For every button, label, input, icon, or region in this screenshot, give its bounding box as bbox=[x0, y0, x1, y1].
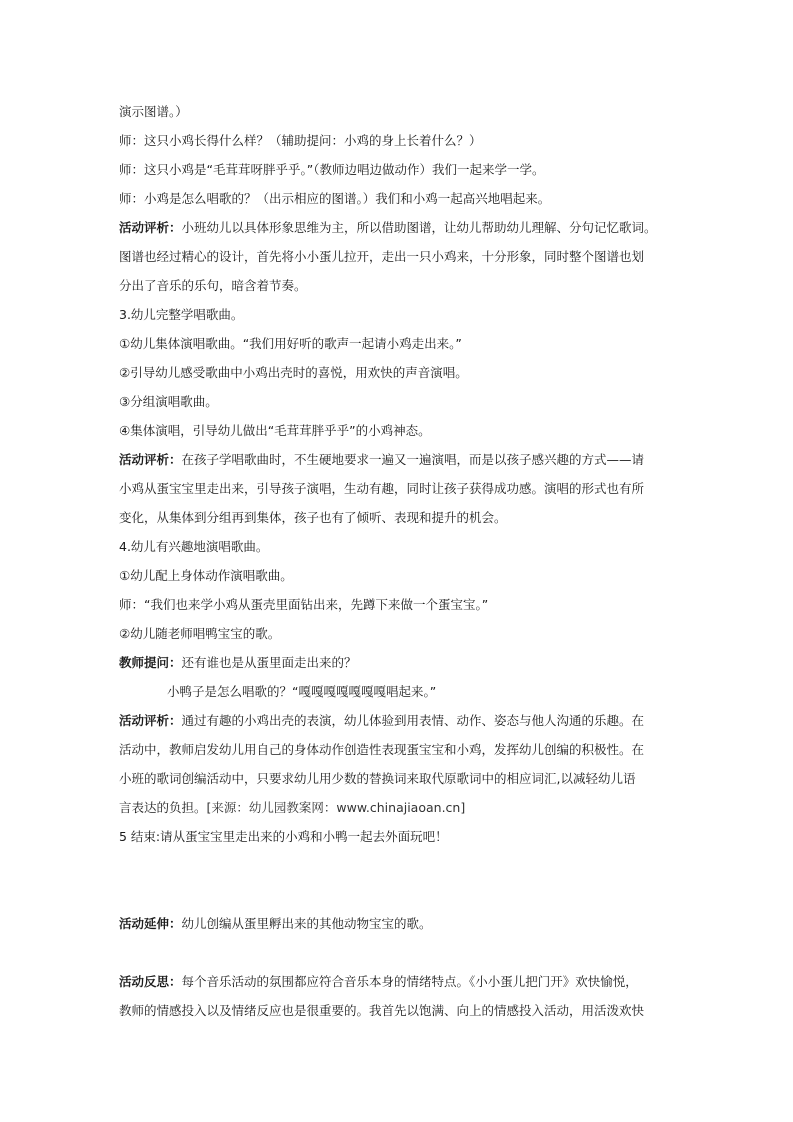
activity-evaluation-3 bbox=[119, 706, 679, 735]
activity-evaluation-1 bbox=[119, 213, 679, 242]
extension-label: 活动延伸： bbox=[119, 916, 182, 931]
evaluation-label: 活动评析： bbox=[119, 220, 182, 235]
section-heading-3: 3.幼儿完整学唱歌曲。 bbox=[119, 307, 244, 322]
evaluation-text: 通过有趣的小鸡出壳的表演，幼儿体验到用表情、动作、姿态与他人沟通的乐趣。在 bbox=[181, 713, 645, 728]
text-line: 师：小鸡是怎么唱歌的？（出示相应的图谱。）我们和小鸡一起高兴地唱起来。 bbox=[119, 191, 551, 206]
text-line: 分出了音乐的乐句，暗含着节奏。 bbox=[119, 278, 307, 293]
evaluation-text: 在孩子学唱歌曲时，不生硬地要求一遍又一遍演唱，而是以孩子感兴趣的方式——请 bbox=[181, 452, 645, 467]
text-line: 师：这只小鸡是“毛茸茸呀胖乎乎。”（教师边唱边做动作）我们一起来学一学。 bbox=[119, 162, 545, 177]
text-line: 师：这只小鸡长得什么样？（辅助提问：小鸡的身上长着什么？） bbox=[119, 133, 482, 148]
step-item: ④集体演唱，引导幼儿做出“毛茸茸胖乎乎”的小鸡神态。 bbox=[119, 423, 431, 438]
text-line: 演示图谱。） bbox=[119, 104, 188, 119]
section-heading-5: 5 结束:请从蛋宝宝里走出来的小鸡和小鸭一起去外面玩吧！ bbox=[119, 829, 448, 844]
text-line: 图谱也经过精心的设计，首先将小小蛋儿拉开，走出一只小鸡来，十分形象，同时整个图谱也划 bbox=[119, 249, 645, 264]
activity-reflection bbox=[119, 967, 679, 996]
step-item: ①幼儿配上身体动作演唱歌曲。 bbox=[119, 568, 293, 583]
text-line: 活动中，教师启发幼儿用自己的身体动作创造性表现蛋宝宝和小鸡，发挥幼儿创编的积极性。在 bbox=[119, 742, 645, 757]
question-label: 教师提问： bbox=[119, 655, 182, 670]
extension-text: 幼儿创编从蛋里孵出来的其他动物宝宝的歌。 bbox=[181, 916, 432, 931]
step-item: ②幼儿随老师唱鸭宝宝的歌。 bbox=[119, 626, 281, 641]
activity-evaluation-2 bbox=[119, 445, 679, 474]
text-line: 变化，从集体到分组再到集体，孩子也有了倾听、表现和提升的机会。 bbox=[119, 510, 507, 525]
text-line: 小鸭子是怎么唱歌的？“嘎嘎嘎嘎嘎嘎嘎唱起来。” bbox=[167, 684, 437, 699]
reflection-text: 每个音乐活动的氛围都应符合音乐本身的情绪特点。《小小蛋儿把门开》欢快愉悦， bbox=[181, 974, 638, 989]
document-body bbox=[119, 97, 679, 1025]
spacer bbox=[119, 851, 679, 909]
text-line bbox=[119, 793, 679, 822]
step-item: ②引导幼儿感受歌曲中小鸡出壳时的喜悦，用欢快的声音演唱。 bbox=[119, 365, 468, 380]
evaluation-text: 小班幼儿以具体形象思维为主，所以借助图谱，让幼儿帮助幼儿理解、分句记忆歌词。 bbox=[181, 220, 657, 235]
reflection-label: 活动反思： bbox=[119, 974, 182, 989]
evaluation-label: 活动评析： bbox=[119, 452, 182, 467]
evaluation-label: 活动评析： bbox=[119, 713, 182, 728]
text-line: 师：“我们也来学小鸡从蛋壳里面钻出来，先蹲下来做一个蛋宝宝。” bbox=[119, 597, 489, 612]
question-text: 还有谁也是从蛋里面走出来的？ bbox=[181, 655, 357, 670]
activity-extension bbox=[119, 909, 679, 938]
step-item: ①幼儿集体演唱歌曲。“我们用好听的歌声一起请小鸡走出来。” bbox=[119, 336, 462, 351]
source-note: [来源：幼儿园教案网：www.chinajiaoan.cn] bbox=[206, 800, 466, 815]
teacher-question bbox=[119, 648, 679, 677]
spacer bbox=[119, 938, 679, 967]
text-line: 小班的歌词创编活动中，只要求幼儿用少数的替换词来取代原歌词中的相应词汇,以减轻幼儿语 bbox=[119, 771, 636, 786]
text-line: 教师的情感投入以及情绪反应也是很重要的。我首先以饱满、向上的情感投入活动，用活泼欢快 bbox=[119, 1003, 645, 1018]
text-line: 小鸡从蛋宝宝里走出来，引导孩子演唱，生动有趣，同时让孩子获得成功感。演唱的形式也有所 bbox=[119, 481, 645, 496]
step-item: ③分组演唱歌曲。 bbox=[119, 394, 218, 409]
text-fragment: 言表达的负担。 bbox=[119, 800, 207, 815]
section-heading-4: 4.幼儿有兴趣地演唱歌曲。 bbox=[119, 539, 269, 554]
